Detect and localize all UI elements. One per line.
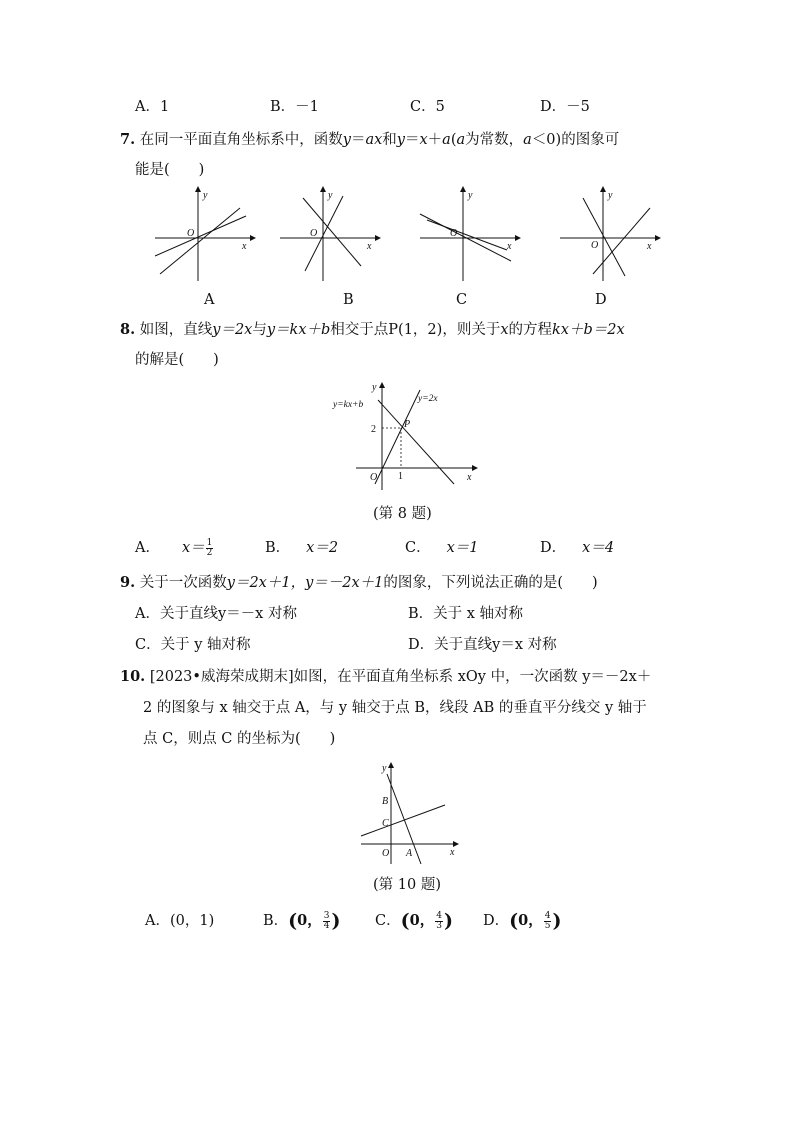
fraction: $\frac{1}{2}$	[206, 537, 213, 558]
q10-option-b[interactable]: B．(0， $\frac{3}{4}$ )	[263, 910, 341, 932]
y-tick-label: 2	[371, 424, 376, 435]
q10-option-d[interactable]: D．(0， $\frac{4}{5}$ )	[483, 910, 562, 932]
q9-stem: 9. 关于一次函数y＝2x＋1，y＝－2x＋1的图象，下列说法正确的是( )	[120, 574, 598, 591]
q6-option-a[interactable]: A．1	[135, 99, 170, 115]
q7-graph-b	[275, 186, 385, 286]
q10-graph	[355, 760, 465, 865]
point-a-label: A	[406, 848, 413, 859]
q8-stem-line2: 的解是( )	[135, 352, 219, 368]
q10-option-c[interactable]: C．(0， $\frac{4}{3}$ )	[375, 910, 453, 932]
line-label-2x: y=2x	[418, 394, 438, 404]
axis-x-label: x	[467, 472, 472, 483]
q7-graph-d	[555, 186, 665, 286]
q7-graph-c-label[interactable]: C	[456, 292, 468, 308]
fraction: $\frac{3}{4}$	[323, 910, 330, 931]
q8-option-a[interactable]: A． x＝ $\frac{1}{2}$	[135, 537, 213, 558]
point-p-label: P	[404, 419, 411, 430]
q10-stem-line1: 10. [2023•威海荣成期末]如图，在平面直角坐标系 xOy 中，一次函数 y＝－2x＋	[120, 668, 652, 685]
fraction: $\frac{4}{5}$	[544, 910, 551, 931]
origin-label: O	[591, 240, 599, 251]
fraction: $\frac{4}{3}$	[436, 910, 442, 931]
axis-y-label: y	[468, 190, 473, 201]
q10-caption: (第 10 题)	[373, 877, 441, 893]
line-label-kx-b: y=kx+b	[333, 400, 364, 410]
axis-x-label: x	[450, 847, 455, 858]
q8-graph	[330, 380, 480, 495]
axis-x-label: x	[242, 241, 247, 252]
origin-label: O	[450, 228, 458, 239]
q6-option-d[interactable]: D．－5	[540, 99, 590, 115]
origin-label: O	[187, 228, 195, 239]
q7-stem-line1: 7. 在同一平面直角坐标系中，函数y＝ax和y＝x＋a(a为常数，a＜0)的图象可	[120, 131, 620, 148]
axis-x-label: x	[647, 241, 652, 252]
q6-option-b[interactable]: B．－1	[270, 99, 319, 115]
axis-y-label: y	[608, 190, 613, 201]
q7-graph-c	[415, 186, 525, 286]
q9-option-c[interactable]: C．关于 y 轴对称	[135, 637, 251, 653]
point-c-label: C	[382, 818, 389, 829]
axis-y-label: y	[328, 190, 333, 201]
axis-y-label: y	[203, 190, 208, 201]
q7-stem-line2: 能是( )	[135, 162, 205, 178]
q7-graph-b-label[interactable]: B	[343, 292, 354, 308]
point-b-label: B	[382, 796, 389, 807]
q8-option-c[interactable]: C． x＝1	[405, 540, 479, 556]
q7-graph-a	[150, 186, 260, 286]
q10-stem-line2: 2 的图象与 x 轴交于点 A，与 y 轴交于点 B，线段 AB 的垂直平分线交 y 轴于	[143, 700, 647, 716]
axis-y-label: y	[372, 382, 377, 393]
q8-option-b[interactable]: B． x＝2	[265, 540, 339, 556]
origin-label: O	[370, 472, 378, 483]
origin-label: O	[382, 848, 390, 859]
origin-label: O	[310, 228, 318, 239]
q7-graph-d-label[interactable]: D	[595, 292, 607, 308]
q7-graph-a-label[interactable]: A	[204, 292, 215, 308]
q9-option-a[interactable]: A．关于直线y＝－x 对称	[135, 606, 297, 622]
q6-option-c[interactable]: C．5	[410, 99, 445, 115]
x-tick-label: 1	[398, 471, 403, 482]
q9-option-d[interactable]: D．关于直线y＝x 对称	[408, 637, 557, 653]
axis-x-label: x	[367, 241, 372, 252]
q9-option-b[interactable]: B．关于 x 轴对称	[408, 606, 524, 622]
q8-option-d[interactable]: D． x＝4	[540, 540, 615, 556]
q10-stem-line3: 点 C，则点 C 的坐标为( )	[143, 731, 336, 747]
q8-caption: (第 8 题)	[373, 506, 432, 522]
axis-x-label: x	[507, 241, 512, 252]
q10-option-a[interactable]: A．(0，1)	[145, 913, 215, 929]
q8-stem-line1: 8. 如图，直线y＝2x与y＝kx＋b相交于点P(1，2)，则关于x的方程kx＋b＝2x	[120, 321, 625, 338]
axis-y-label: y	[382, 763, 387, 774]
